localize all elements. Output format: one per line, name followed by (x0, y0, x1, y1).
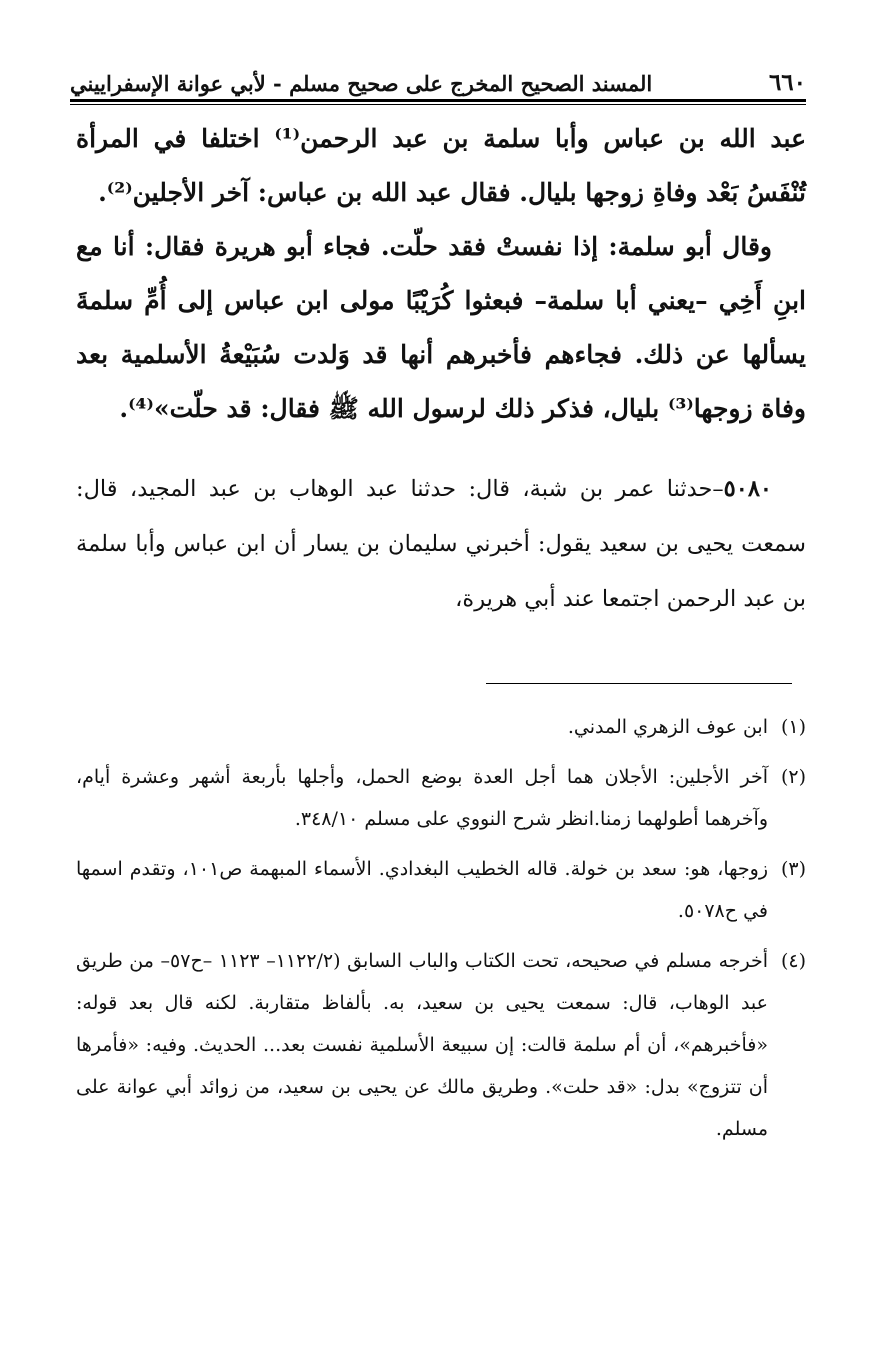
footnote-text: أخرجه مسلم في صحيحه، تحت الكتاب والباب السابق (١١٢٢/٢– ١١٢٣ –ح٥٧– من طريق عبد الوهاب، قال: سمعت يحيى بن سعيد، به. بألفاظ متقاربة. لكنه قال بعد قوله: «فأخبرهم»، أن أم سلمة قالت: إن سبيعة الأسلمية نفست بعد... الحديث. وفيه: «فأمرها أن تتزوج» بدل: «قد حلت». وطريق مالك عن يحيى بن سعيد، من زوائد أبي عوانة على مسلم. (76, 950, 769, 1140)
hadith-block (76, 462, 806, 627)
footnote-separator (486, 683, 792, 684)
hadith-number: ٥٠٨٠ (723, 476, 772, 502)
main-paragraph-1: عبد الله بن عباس وأبا سلمة بن عبد الرحمن⁽¹⁾ اختلفا في المرأة تُنْفَسُ بَعْد وفاةِ زوجها بليال. فقال عبد الله بن عباس: آخر الأجلين⁽²⁾. (76, 124, 806, 207)
footnote-3 (76, 848, 806, 932)
header-rule (70, 99, 806, 105)
page-header (70, 56, 806, 96)
footnote-4 (76, 940, 806, 1150)
footnote-mark: (٢) (780, 766, 806, 788)
main-paragraph-2: وقال أبو سلمة: إذا نفستْ فقد حلّت. فجاء أبو هريرة فقال: أنا مع ابنِ أَخِي –يعني أبا سلمة– فبعثوا كُرَيْبًا مولى ابن عباس إلى أُمِّ سلمةَ يسألها عن ذلك. فجاءهم فأخبرهم أنها قد وَلدت سُبَيْعةُ الأسلمية بعد وفاة زوجها⁽³⁾ بليال، فذكر ذلك لرسول الله ﷺ فقال: قد حلّت»⁽⁴⁾. (76, 232, 806, 423)
page-number: ٦٦٠ (768, 69, 806, 96)
hadith-text: –حدثنا عمر بن شبة، قال: حدثنا عبد الوهاب بن عبد المجيد، قال: سمعت يحيى بن سعيد يقول: أخبرني سليمان بن يسار أن ابن عباس وأبا سلمة بن عبد الرحمن اجتمعا عند أبي هريرة، (76, 476, 806, 612)
footnote-mark: (٣) (780, 858, 806, 880)
main-text (76, 112, 806, 436)
running-title: المسند الصحيح المخرج على صحيح مسلم - لأبي عوانة الإسفراييني (70, 71, 653, 96)
footnote-2 (76, 756, 806, 840)
footnotes (76, 706, 806, 1158)
footnote-mark: (١) (780, 716, 806, 738)
footnote-text: زوجها، هو: سعد بن خولة. قاله الخطيب البغدادي. الأسماء المبهمة ص١٠١، وتقدم اسمها في ح٥٠٧٨. (76, 858, 768, 922)
hadith-paragraph (76, 462, 806, 627)
footnote-text: آخر الأجلين: الأجلان هما أجل العدة بوضع الحمل، وأجلها بأربعة أشهر وعشرة أيام، وآخرهما أطولهما زمنا.انظر شرح النووي على مسلم ٣٤٨/١٠. (76, 766, 768, 830)
footnote-text: ابن عوف الزهري المدني. (567, 716, 768, 738)
footnote-1 (76, 706, 806, 748)
footnote-mark: (٤) (780, 950, 807, 972)
